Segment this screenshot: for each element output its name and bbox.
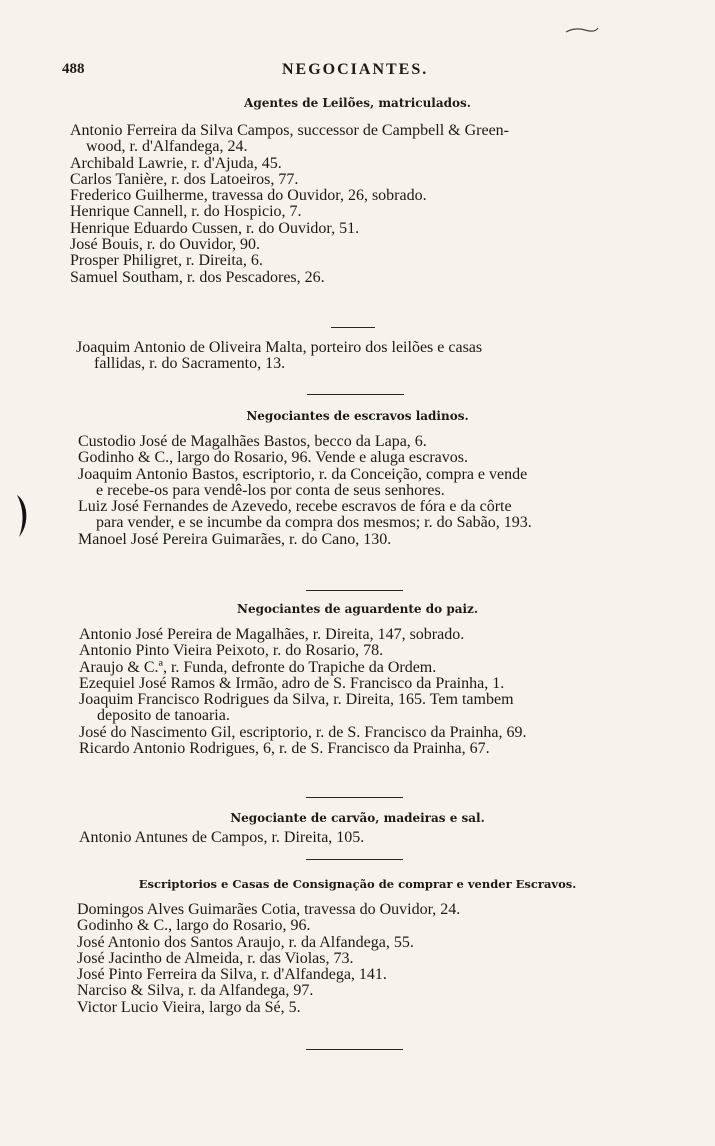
divider [307, 394, 404, 395]
page-number: 488 [62, 61, 85, 77]
section-aguardente-entries [0, 627, 715, 757]
list-item: José do Nascimento Gil, escriptorio, r. de S. Francisco da Prainha, 69. [79, 723, 527, 741]
list-item: Joaquim Antonio Bastos, escriptorio, r. da Conceição, compra e vende e recebe-os para vendê-los por conta de seus senhores. [78, 465, 528, 499]
list-item: Custodio José de Magalhães Bastos, becco da Lapa, 6. [78, 433, 427, 450]
list-item: Henrique Eduardo Cussen, r. do Ouvidor, 51. [70, 219, 360, 237]
list-item: Joaquim Antonio de Oliveira Malta, porteiro dos leilões e casas fallidas, r. do Sacramento, 13. [76, 339, 483, 373]
running-title: NEGOCIANTES. [282, 61, 429, 78]
section-escriptorios-entries [0, 902, 715, 1016]
list-item: Archibald Lawrie, r. d'Ajuda, 45. [70, 154, 282, 172]
divider [306, 590, 403, 591]
section-agentes-entries [0, 123, 715, 286]
list-item: Luiz José Fernandes de Azevedo, recebe escravos de fóra e da côrte para vender, e se incumbe da compra dos mesmos; r. do Sabão, 193. [78, 498, 532, 532]
list-item: José Pinto Ferreira da Silva, r. d'Alfandega, 141. [77, 966, 387, 984]
list-item: Victor Lucio Vieira, largo da Sé, 5. [77, 998, 301, 1016]
section-escravos-ladinos-entries [0, 434, 715, 548]
list-item: Domingos Alves Guimarães Cotia, travessa do Ouvidor, 24. [77, 901, 461, 918]
list-item: Samuel Southam, r. dos Pescadores, 26. [70, 268, 325, 286]
page-header [62, 61, 642, 85]
list-item: Antonio Pinto Vieira Peixoto, r. do Rosario, 78. [79, 642, 384, 660]
list-item: Carlos Tanière, r. dos Latoeiros, 77. [70, 170, 299, 188]
section-carvao-entries [0, 830, 715, 846]
list-item: José Bouis, r. do Ouvidor, 90. [70, 236, 261, 254]
section-title-escravos-ladinos: Negociantes de escravos ladinos. [246, 409, 469, 423]
list-item: Frederico Guilherme, travessa do Ouvidor, 26, sobrado. [70, 187, 427, 205]
list-item: José Antonio dos Santos Araujo, r. da Alfandega, 55. [77, 933, 414, 951]
section-title-carvao: Negociante de carvão, madeiras e sal. [230, 811, 485, 825]
list-item: Henrique Cannell, r. do Hospicio, 7. [70, 203, 302, 221]
list-item: Antonio José Pereira de Magalhães, r. Direita, 147, sobrado. [79, 626, 465, 643]
list-item: Ricardo Antonio Rodrigues, 6, r. de S. Francisco da Prainha, 67. [79, 740, 490, 758]
list-item: Prosper Philigret, r. Direita, 6. [70, 252, 263, 270]
divider [306, 1049, 403, 1050]
pen-stroke-icon [565, 25, 599, 35]
list-item: Narciso & Silva, r. da Alfandega, 97. [77, 982, 314, 1000]
section-title-aguardente: Negociantes de aguardente do paiz. [236, 602, 479, 616]
section-agentes-porteiro [0, 340, 715, 373]
list-item: Godinho & C., largo do Rosario, 96. Vende e aluga escravos. [78, 449, 469, 467]
divider [306, 859, 403, 860]
list-item: Godinho & C., largo do Rosario, 96. [77, 917, 311, 935]
section-title-agentes: Agentes de Leilões, matriculados. [244, 96, 471, 110]
section-title-escriptorios: Escriptorios e Casas de Consignação de comprar e vender Escravos. [138, 877, 577, 891]
list-item: Ezequiel José Ramos & Irmão, adro de S. Francisco da Prainha, 1. [79, 674, 505, 692]
list-item: Manoel José Pereira Guimarães, r. do Cano, 130. [78, 530, 392, 548]
divider [331, 327, 375, 328]
list-item: Joaquim Francisco Rodrigues da Silva, r. Direita, 165. Tem tambem deposito de tanoaria. [79, 691, 514, 725]
list-item: José Jacintho de Almeida, r. das Violas, 73. [77, 949, 354, 967]
list-item: Antonio Antunes de Campos, r. Direita, 105. [79, 829, 365, 846]
divider [306, 797, 403, 798]
crescent-stain-icon [14, 494, 30, 538]
list-item: Antonio Ferreira da Silva Campos, successor de Campbell & Green- wood, r. d'Alfandega, 24. [70, 122, 509, 156]
list-item: Araujo & C.ª, r. Funda, defronte do Trapiche da Ordem. [79, 658, 437, 676]
